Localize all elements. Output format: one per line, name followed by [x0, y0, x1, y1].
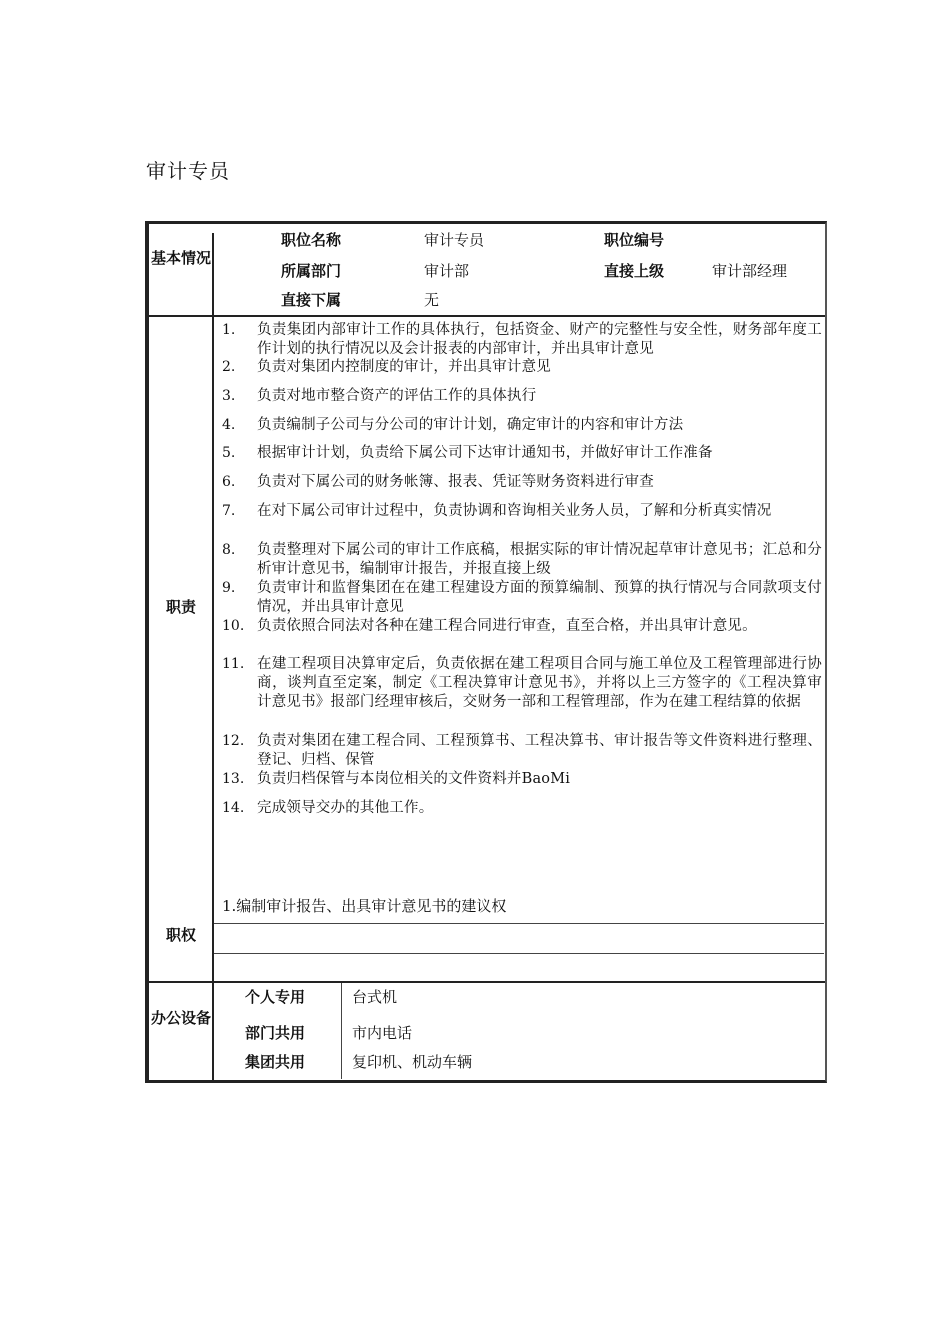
duty-number: 4. — [222, 417, 236, 433]
duty-text: 负责集团内部审计工作的具体执行，包括资金、财产的完整性与安全性，财务部年度工作计划的执行情况以及会计报表的内部审计，并出具审计意见 — [257, 322, 822, 357]
column-divider — [212, 233, 214, 1081]
position-name-label: 职位名称 — [281, 231, 342, 249]
duty-number: 7. — [222, 503, 236, 519]
duty-item — [222, 502, 822, 521]
duty-text: 负责整理对下属公司的审计工作底稿，根据实际的审计情况起草审计意见书；汇总和分析审计意见书，编制审计报告，并报直接上级 — [257, 542, 822, 577]
duty-text: 负责依照合同法对各种在建工程合同进行审查，直至合格，并出具审计意见。 — [257, 618, 757, 634]
authority-section-label: 职权 — [165, 926, 196, 944]
duty-text: 在建工程项目决算审定后，负责依据在建工程项目合同与施工单位及工程管理部进行协商，谈判直至定案，制定《工程决算审计意见书》，并将以上三方签字的《工程决算审计意见书》报部门经理审核后，交财务一部和工程管理部，作为在建工程结算的依据 — [257, 656, 822, 710]
basic-section-label: 基本情况 — [151, 249, 212, 267]
duty-number: 5. — [222, 445, 236, 461]
row-divider — [212, 953, 824, 954]
duty-number: 8. — [222, 542, 236, 558]
row-divider — [149, 315, 825, 317]
subordinate-label: 直接下属 — [281, 291, 342, 309]
duty-number: 6. — [222, 474, 236, 490]
duty-text: 负责对下属公司的财务帐簿、报表、凭证等财务资料进行审查 — [257, 474, 654, 490]
duty-text: 完成领导交办的其他工作。 — [257, 800, 434, 816]
duty-item — [222, 732, 822, 770]
equipment-label-group: 集团共用 — [245, 1053, 306, 1071]
equipment-label-department: 部门共用 — [245, 1024, 306, 1042]
column-divider — [341, 983, 342, 1079]
row-divider — [212, 923, 824, 924]
duty-number: 2. — [222, 359, 236, 375]
duty-text: 负责归档保管与本岗位相关的文件资料并BaoMi — [257, 771, 571, 787]
duty-text: 在对下属公司审计过程中，负责协调和咨询相关业务人员，了解和分析真实情况 — [257, 503, 772, 519]
duty-number: 12. — [222, 733, 245, 749]
document-title: 审计专员 — [146, 159, 230, 183]
duty-item — [222, 444, 822, 463]
equipment-value-department: 市内电话 — [352, 1024, 413, 1042]
duty-text: 负责对集团在建工程合同、工程预算书、工程决算书、审计报告等文件资料进行整理、登记、归档、保管 — [257, 733, 822, 768]
duty-item — [222, 617, 822, 636]
duty-item — [222, 358, 822, 377]
duty-number: 3. — [222, 388, 236, 404]
equipment-label-personal: 个人专用 — [245, 988, 306, 1006]
equipment-section-label: 办公设备 — [151, 1009, 212, 1027]
duty-item — [222, 473, 822, 492]
subordinate-value: 无 — [424, 291, 440, 309]
row-divider — [149, 981, 825, 983]
equipment-value-group: 复印机、机动车辆 — [352, 1053, 473, 1071]
duty-number: 9. — [222, 580, 236, 596]
duty-item — [222, 387, 822, 406]
supervisor-label: 直接上级 — [604, 262, 665, 280]
duty-text: 负责编制子公司与分公司的审计计划，确定审计的内容和审计方法 — [257, 417, 684, 433]
duty-item — [222, 770, 822, 789]
department-value: 审计部 — [424, 262, 470, 280]
duty-number: 11. — [222, 656, 245, 672]
duties-section-label: 职责 — [165, 598, 196, 616]
duty-item — [222, 416, 822, 435]
position-name-value: 审计专员 — [424, 231, 485, 249]
duty-text: 负责对集团内控制度的审计，并出具审计意见 — [257, 359, 551, 375]
position-code-label: 职位编号 — [604, 231, 665, 249]
duty-text: 根据审计计划，负责给下属公司下达审计通知书，并做好审计工作准备 — [257, 445, 713, 461]
supervisor-value: 审计部经理 — [712, 262, 788, 280]
duty-item — [222, 321, 822, 359]
department-label: 所属部门 — [281, 262, 342, 280]
duty-number: 14. — [222, 800, 245, 816]
duty-number: 1. — [222, 322, 236, 338]
duty-item — [222, 799, 822, 818]
authority-item: 1.编制审计报告、出具审计意见书的建议权 — [222, 897, 507, 915]
duty-number: 10. — [222, 618, 245, 634]
duty-item — [222, 541, 822, 579]
equipment-value-personal: 台式机 — [352, 988, 398, 1006]
duty-item — [222, 655, 822, 712]
duty-number: 13. — [222, 771, 245, 787]
duty-text: 负责对地市整合资产的评估工作的具体执行 — [257, 388, 537, 404]
duty-text: 负责审计和监督集团在在建工程建设方面的预算编制、预算的执行情况与合同款项支付情况，并出具审计意见 — [257, 580, 822, 615]
duty-item — [222, 579, 822, 617]
